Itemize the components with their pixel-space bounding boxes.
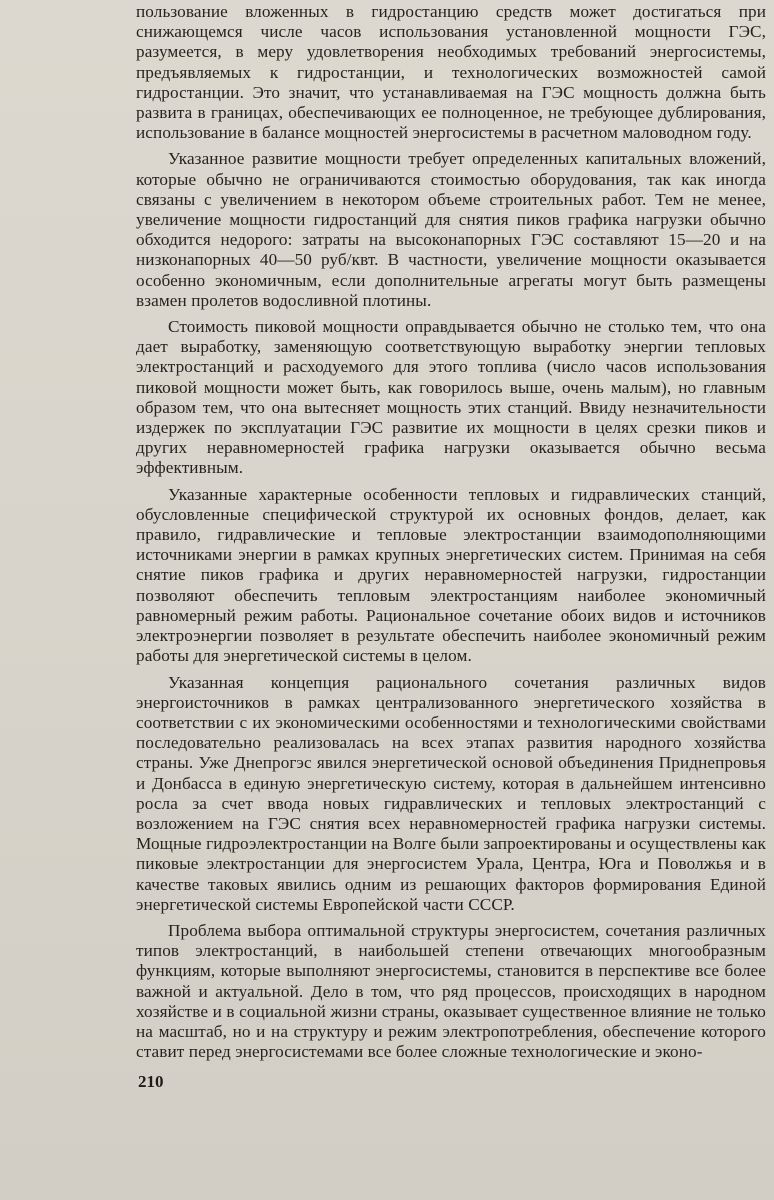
- body-text: [136, 2, 766, 1062]
- page-number: 210: [138, 1072, 164, 1091]
- paragraph-2: Указанное развитие мощности требует определенных капитальных вложений, которые обычно не ограничиваются стоимостью оборудования, так как иногда связаны с увеличением в некотором объеме строительных работ. Тем не менее, увеличение мощности гидростанций для снятия пиков графика нагрузки обычно обходится недорого: затраты на высоконапорных ГЭС составляют 15—20 и на низконапорных 40—50 руб/квт. В частности, увеличение мощности оказывается особенно экономичным, если дополнительные агрегаты могут быть размещены взамен пролетов водосливной плотины.: [136, 149, 766, 310]
- paragraph-4: Указанные характерные особенности тепловых и гидравлических станций, обусловленные специфической структурой их основных фондов, делает, как правило, гидравлические и тепловые электростанции взаимодополняющими источниками энергии в рамках крупных энергетических систем. Принимая на себя снятие пиков графика и других неравномерностей нагрузки, гидростанции позволяют обеспечить тепловым электростанциям наиболее экономичный равномерный режим работы. Рациональное сочетание обоих видов и источников электроэнергии позволяет в результате обеспечить наиболее экономичный режим работы для энергетической системы в целом.: [136, 484, 766, 666]
- paragraph-3: Стоимость пиковой мощности оправдывается обычно не столько тем, что она дает выработку, заменяющую соответствующую выработку энергии тепловых электростанций и расходуемого для этого топлива (число часов использования пиковой мощности может быть, как говорилось выше, очень малым), но главным образом тем, что она вытесняет мощность этих станций. Ввиду незначительности издержек по эксплуатации ГЭС развитие их мощности в целях срезки пиков и других неравномерностей графика нагрузки оказывается обычно весьма эффективным.: [136, 317, 766, 478]
- paragraph-1: пользование вложенных в гидростанцию средств может достигаться при снижающемся числе часов использования установленной мощности ГЭС, разумеется, в меру удовлетворения необходимых требований энергосистемы, предъявляемых к гидростанции, и технологических возможностей самой гидростанции. Это значит, что устанавливаемая на ГЭС мощность должна быть развита в границах, обеспечивающих ее полноценное, не требующее дублирования, использование в балансе мощностей энергосистемы в расчетном маловодном году.: [136, 2, 766, 143]
- paragraph-5: Указанная концепция рационального сочетания различных видов энергоисточников в рамках централизованного энергетического хозяйства в соответствии с их экономическими особенностями и технологическими свойствами последовательно реализовалась на всех этапах развития народного хозяйства страны. Уже Днепрогэс явился энергетической основой объединения Приднепровья и Донбасса в единую энергетическую систему, которая в дальнейшем интенсивно росла за счет ввода новых гидравлических и тепловых электростанций с возложением на ГЭС снятия всех неравномерностей графика нагрузки системы. Мощные гидроэлектростанции на Волге были запроектированы и осуществлены как пиковые электростанции для энергосистем Урала, Центра, Юга и Поволжья и в качестве таковых явились одним из решающих факторов формирования Единой энергетической системы Европейской части СССР.: [136, 672, 766, 914]
- paragraph-6: Проблема выбора оптимальной структуры энергосистем, сочетания различных типов электростанций, в наибольшей степени отвечающих многообразным функциям, которые выполняют энергосистемы, становится в перспективе все более важной и актуальной. Дело в том, что ряд процессов, происходящих в народном хозяйстве и в социальной жизни страны, оказывает существенное влияние не только на масштаб, но и на структуру и режим электропотребления, обеспечение которого ставит перед энергосистемами все более сложные технологические и эконо-: [136, 920, 766, 1062]
